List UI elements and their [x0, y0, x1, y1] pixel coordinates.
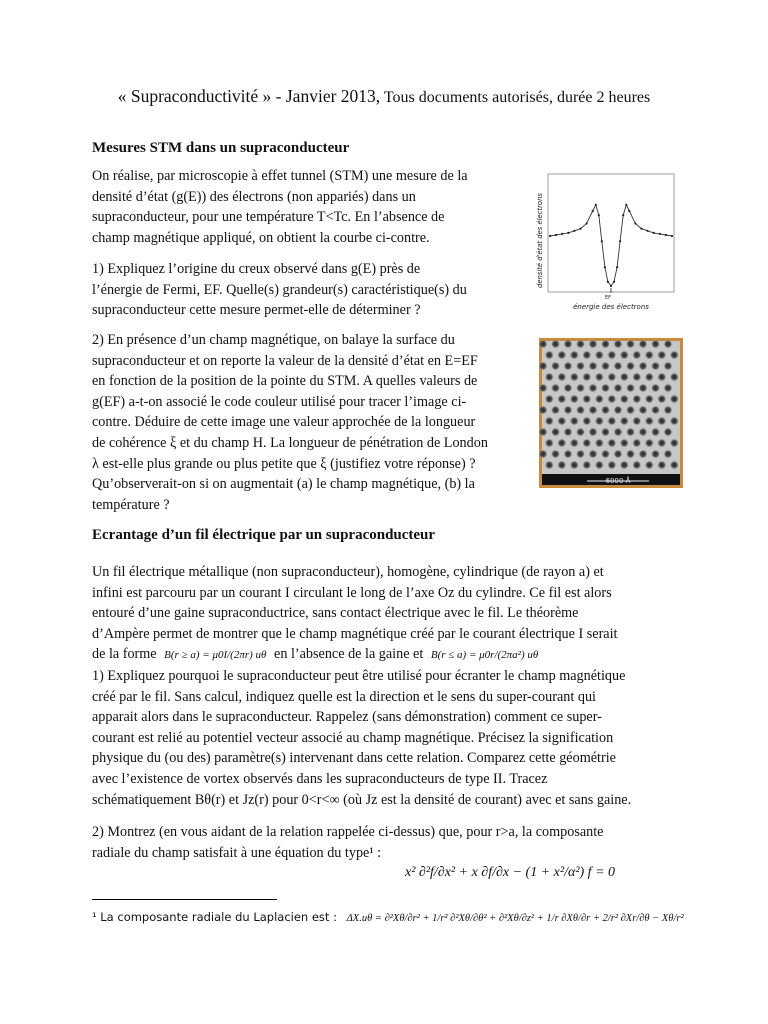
vortex-dot	[595, 416, 604, 425]
vortex-dot	[570, 372, 579, 381]
section1-intro	[92, 166, 504, 248]
vortex-dot	[551, 339, 560, 348]
vortex-dot	[607, 416, 616, 425]
chart-point	[573, 230, 575, 232]
vortex-dot	[638, 383, 647, 392]
chart-point	[601, 240, 603, 242]
page-header	[0, 86, 768, 107]
vortex-dot	[601, 449, 610, 458]
vortex-dot	[557, 372, 566, 381]
chart-point	[604, 266, 606, 268]
vortex-dot	[651, 339, 660, 348]
vortex-dot	[645, 416, 654, 425]
density-of-states-chart	[528, 170, 678, 318]
vortex-dot	[620, 350, 629, 359]
vortex-dot	[645, 394, 654, 403]
vortex-dot	[626, 361, 635, 370]
vortex-dot	[670, 394, 679, 403]
vortex-dot	[670, 416, 679, 425]
vortex-dot	[595, 438, 604, 447]
text-line: contre. Déduire de cette image une valeur approchée de la longueur	[92, 414, 476, 431]
vortex-dot	[626, 339, 635, 348]
vortex-dot	[601, 339, 610, 348]
text-line: d’Ampère permet de montrer que le champ magnétique créé par le courant électrique I serait	[92, 625, 618, 642]
header-title: « Supraconductivité » - Janvier 2013,	[117, 86, 381, 106]
vortex-dot	[645, 372, 654, 381]
vortex-dot	[545, 460, 554, 469]
vortex-dot	[626, 383, 635, 392]
text-line: température ?	[92, 496, 170, 513]
vortex-dot	[557, 438, 566, 447]
chart-point	[595, 204, 597, 206]
vortex-dot	[657, 372, 666, 381]
vortex-dot	[557, 350, 566, 359]
vortex-dot	[557, 394, 566, 403]
vortex-dot	[638, 339, 647, 348]
vortex-dot	[595, 394, 604, 403]
vortex-dot	[632, 460, 641, 469]
vortex-dot	[545, 416, 554, 425]
vortex-dot	[601, 383, 610, 392]
text-line: 1) Expliquez l’origine du creux observé dans g(E) près de	[92, 261, 421, 277]
text-line: supraconducteur et on reporte la valeur de la densité d’état en E=EF	[92, 352, 478, 369]
text-line: courant est relié au potentiel vecteur associé au champ magnétique. Précisez la signification	[92, 729, 614, 746]
vortex-dot	[545, 394, 554, 403]
vortex-dot	[607, 438, 616, 447]
vortex-dot	[582, 438, 591, 447]
chart-point	[671, 235, 673, 237]
vortex-dot	[607, 350, 616, 359]
vortex-dot	[663, 361, 672, 370]
vortex-dot	[651, 427, 660, 436]
chart-point	[616, 266, 618, 268]
chart-point	[622, 214, 624, 216]
vortex-dot	[626, 449, 635, 458]
text-line: 2) En présence d’un champ magnétique, on balaye la surface du	[92, 332, 455, 348]
vortex-dot	[663, 405, 672, 414]
vortex-dot	[545, 350, 554, 359]
vortex-dot	[576, 339, 585, 348]
vortex-dot	[651, 405, 660, 414]
vortex-dot	[545, 438, 554, 447]
text-line: Un fil électrique métallique (non supraconducteur), homogène, cylindrique (de rayon a) et	[92, 564, 604, 580]
text-line: physique du (ou des) paramètre(s) intervenant dans cette relation. Comparez cette géométrie	[92, 750, 616, 767]
vortex-dot	[607, 394, 616, 403]
vortex-dot	[563, 405, 572, 414]
chart-point	[619, 240, 621, 242]
footnote	[92, 910, 684, 924]
vortex-dot	[588, 449, 597, 458]
differential-equation: x² ∂²f/∂x² + x ∂f/∂x − (1 + x²/α²) f = 0	[404, 865, 616, 880]
vortex-dot	[632, 372, 641, 381]
text-line-with-formulas	[92, 644, 676, 666]
vortex-dot	[545, 372, 554, 381]
section2-question1	[92, 666, 676, 810]
vortex-dot	[626, 405, 635, 414]
vortex-dot	[638, 427, 647, 436]
vortex-dot	[613, 339, 622, 348]
vortex-dot	[576, 383, 585, 392]
vortex-dot	[632, 350, 641, 359]
text-line: créé par le fil. Sans calcul, indiquez quelle est la direction et le sens du super-courant qui	[92, 688, 596, 705]
vortex-dot	[657, 394, 666, 403]
vortex-dot	[576, 427, 585, 436]
vortex-dot	[613, 405, 622, 414]
section2-question2	[92, 822, 676, 863]
vortex-dot	[570, 438, 579, 447]
text-line: 2) Montrez (en vous aidant de la relation rappelée ci-dessus) que, pour r>a, la composante	[92, 824, 604, 840]
section2-intro	[92, 562, 676, 666]
vortex-dot	[613, 427, 622, 436]
text-line: supraconducteur, pour une température T<Tc. En l’absence de	[92, 209, 445, 226]
vortex-dot	[595, 350, 604, 359]
vortex-dot	[588, 405, 597, 414]
text-line: infini est parcouru par un courant I circulant le long de l’axe Oz du cylindre. Ce fil est alors	[92, 584, 612, 601]
formula-b-inside: B(r ≤ a) = μ0r/(2πa²) uθ	[430, 649, 539, 662]
vortex-dot	[588, 427, 597, 436]
chart-point	[625, 204, 627, 206]
chart-line	[550, 205, 672, 286]
vortex-dot	[582, 394, 591, 403]
vortex-dot	[657, 460, 666, 469]
vortex-dot	[638, 405, 647, 414]
vortex-dot	[651, 361, 660, 370]
vortex-dot	[651, 383, 660, 392]
text-fragment: en l’absence de la gaine et	[274, 646, 424, 663]
vortex-dot	[613, 361, 622, 370]
text-line: λ est-elle plus grande ou plus petite que ξ (justifiez votre réponse) ?	[92, 455, 476, 472]
text-line: l’énergie de Fermi, EF. Quelle(s) grandeur(s) caractéristique(s) du	[92, 281, 467, 298]
text-line: Qu’observerait-on si on augmentait (a) le champ magnétique, (b) la	[92, 476, 475, 493]
chart-point	[586, 222, 588, 224]
vortex-dot	[576, 449, 585, 458]
vortex-dot	[551, 427, 560, 436]
vortex-dot	[551, 449, 560, 458]
vortex-dot	[670, 372, 679, 381]
vortex-dot	[663, 383, 672, 392]
chart-point	[555, 234, 557, 236]
chart-x-label: énergie des électrons	[573, 303, 649, 311]
text-line: avec l’existence de vortex observés dans les supraconducteurs de type II. Tracez	[92, 770, 548, 787]
chart-point	[561, 233, 563, 235]
vortex-dot	[570, 460, 579, 469]
chart-point	[640, 228, 642, 230]
vortex-dot	[601, 427, 610, 436]
vortex-dot	[670, 350, 679, 359]
chart-point	[628, 210, 630, 212]
vortex-dot	[557, 460, 566, 469]
vortex-dot	[582, 416, 591, 425]
vortex-dot	[663, 449, 672, 458]
chart-point	[579, 228, 581, 230]
chart-y-label: densité d'état des électrons	[536, 193, 544, 288]
vortex-dot	[613, 449, 622, 458]
vortex-dot	[657, 438, 666, 447]
chart-point	[634, 222, 636, 224]
vortex-dot	[620, 438, 629, 447]
header-subtitle: Tous documents autorisés, durée 2 heures	[383, 89, 651, 106]
text-line: de cohérence ξ et du champ H. La longueur de pénétration de London	[92, 434, 488, 451]
vortex-dot	[582, 350, 591, 359]
vortex-dot	[563, 449, 572, 458]
vortex-dot	[588, 383, 597, 392]
scale-bar-label: 6000 Å	[605, 477, 631, 485]
footnote-formula: ΔX.uθ = ∂²Xθ/∂r² + 1/r² ∂²Xθ/∂θ² + ∂²Xθ/∂z² + 1/r ∂Xθ/∂r + 2/r² ∂Xr/∂θ − Xθ/r²	[346, 913, 684, 924]
chart-point	[647, 230, 649, 232]
vortex-dot	[607, 460, 616, 469]
vortex-dot	[632, 416, 641, 425]
vortex-dot	[570, 394, 579, 403]
vortex-dot	[620, 372, 629, 381]
vortex-dot	[663, 427, 672, 436]
vortex-dot	[557, 416, 566, 425]
vortex-dot	[632, 438, 641, 447]
vortex-dot	[638, 361, 647, 370]
text-line: supraconducteur cette mesure permet-elle de déterminer ?	[92, 302, 421, 319]
vortex-dot	[551, 361, 560, 370]
section1-question1	[92, 259, 504, 321]
vortex-dot	[657, 416, 666, 425]
vortex-dot	[582, 460, 591, 469]
vortex-dot	[582, 372, 591, 381]
text-line: champ magnétique appliqué, on obtient la courbe ci-contre.	[92, 229, 430, 246]
footnote-divider	[92, 899, 277, 900]
vortex-dot	[595, 460, 604, 469]
vortex-dot	[645, 438, 654, 447]
vortex-dot	[601, 405, 610, 414]
chart-point	[592, 210, 594, 212]
vortex-dot	[645, 460, 654, 469]
vortex-dot	[576, 361, 585, 370]
vortex-dot	[620, 416, 629, 425]
vortex-dot	[588, 361, 597, 370]
text-line: densité d’état (g(E)) des électrons (non appariés) dans un	[92, 188, 416, 205]
vortex-dot	[563, 361, 572, 370]
vortex-lattice-image	[539, 338, 683, 488]
vortex-dot	[607, 372, 616, 381]
vortex-dot	[626, 427, 635, 436]
section1-heading: Mesures STM dans un supraconducteur	[92, 140, 350, 156]
chart-point	[598, 214, 600, 216]
text-line: schématiquement Bθ(r) et Jz(r) pour 0<r<∞ (où Jz est la densité de courant) avec et sans gaine.	[92, 791, 632, 808]
chart-point	[610, 285, 612, 287]
chart-point	[607, 281, 609, 283]
vortex-dot	[638, 449, 647, 458]
vortex-dot	[570, 350, 579, 359]
section1-question2	[92, 330, 526, 515]
vortex-dot	[632, 394, 641, 403]
chart-point	[613, 281, 615, 283]
chart-ef-label: EF	[604, 295, 612, 301]
text-line: apparait alors dans le supraconducteur. Rappelez (sans démonstration) comment ce super-	[92, 709, 602, 726]
text-line: en fonction de la position de la pointe du STM. A quelles valeurs de	[92, 373, 478, 390]
vortex-dot	[563, 339, 572, 348]
vortex-dot	[576, 405, 585, 414]
vortex-dot	[613, 383, 622, 392]
vortex-dot	[551, 405, 560, 414]
vortex-dot	[563, 427, 572, 436]
section2-heading: Ecrantage d’un fil électrique par un supraconducteur	[92, 527, 436, 543]
vortex-dot	[570, 416, 579, 425]
text-line: entouré d’une gaine supraconductrice, sans contact électrique avec le fil. Le théorème	[92, 605, 579, 622]
vortex-dot	[620, 460, 629, 469]
formula-b-outside: B(r ≥ a) = μ0I/(2πr) uθ	[164, 649, 267, 662]
vortex-dot	[551, 383, 560, 392]
text-line: On réalise, par microscopie à effet tunnel (STM) une mesure de la	[92, 168, 468, 184]
chart-series	[549, 204, 673, 293]
vortex-dot	[645, 350, 654, 359]
chart-point	[665, 234, 667, 236]
vortex-dot	[601, 361, 610, 370]
text-line: 1) Expliquez pourquoi le supraconducteur peut être utilisé pour écranter le champ magnétique	[92, 668, 626, 684]
vortex-dot	[663, 339, 672, 348]
vortex-dot	[651, 449, 660, 458]
vortex-dot	[563, 383, 572, 392]
vortex-dot	[670, 438, 679, 447]
text-line: radiale du champ satisfait à une équation du type¹ :	[92, 844, 382, 861]
text-fragment: de la forme	[92, 646, 157, 663]
vortex-dot	[657, 350, 666, 359]
footnote-text: ¹ La composante radiale du Laplacien est :	[92, 910, 337, 924]
vortex-dot	[620, 394, 629, 403]
text-line: g(EF) a-t-on associé le code couleur utilisé pour tracer l’image ci-	[92, 393, 467, 410]
vortex-dot	[670, 460, 679, 469]
chart-point	[567, 232, 569, 234]
chart-point	[549, 235, 551, 237]
chart-point	[659, 233, 661, 235]
vortex-dot	[595, 372, 604, 381]
chart-point	[653, 232, 655, 234]
vortex-dot	[588, 339, 597, 348]
